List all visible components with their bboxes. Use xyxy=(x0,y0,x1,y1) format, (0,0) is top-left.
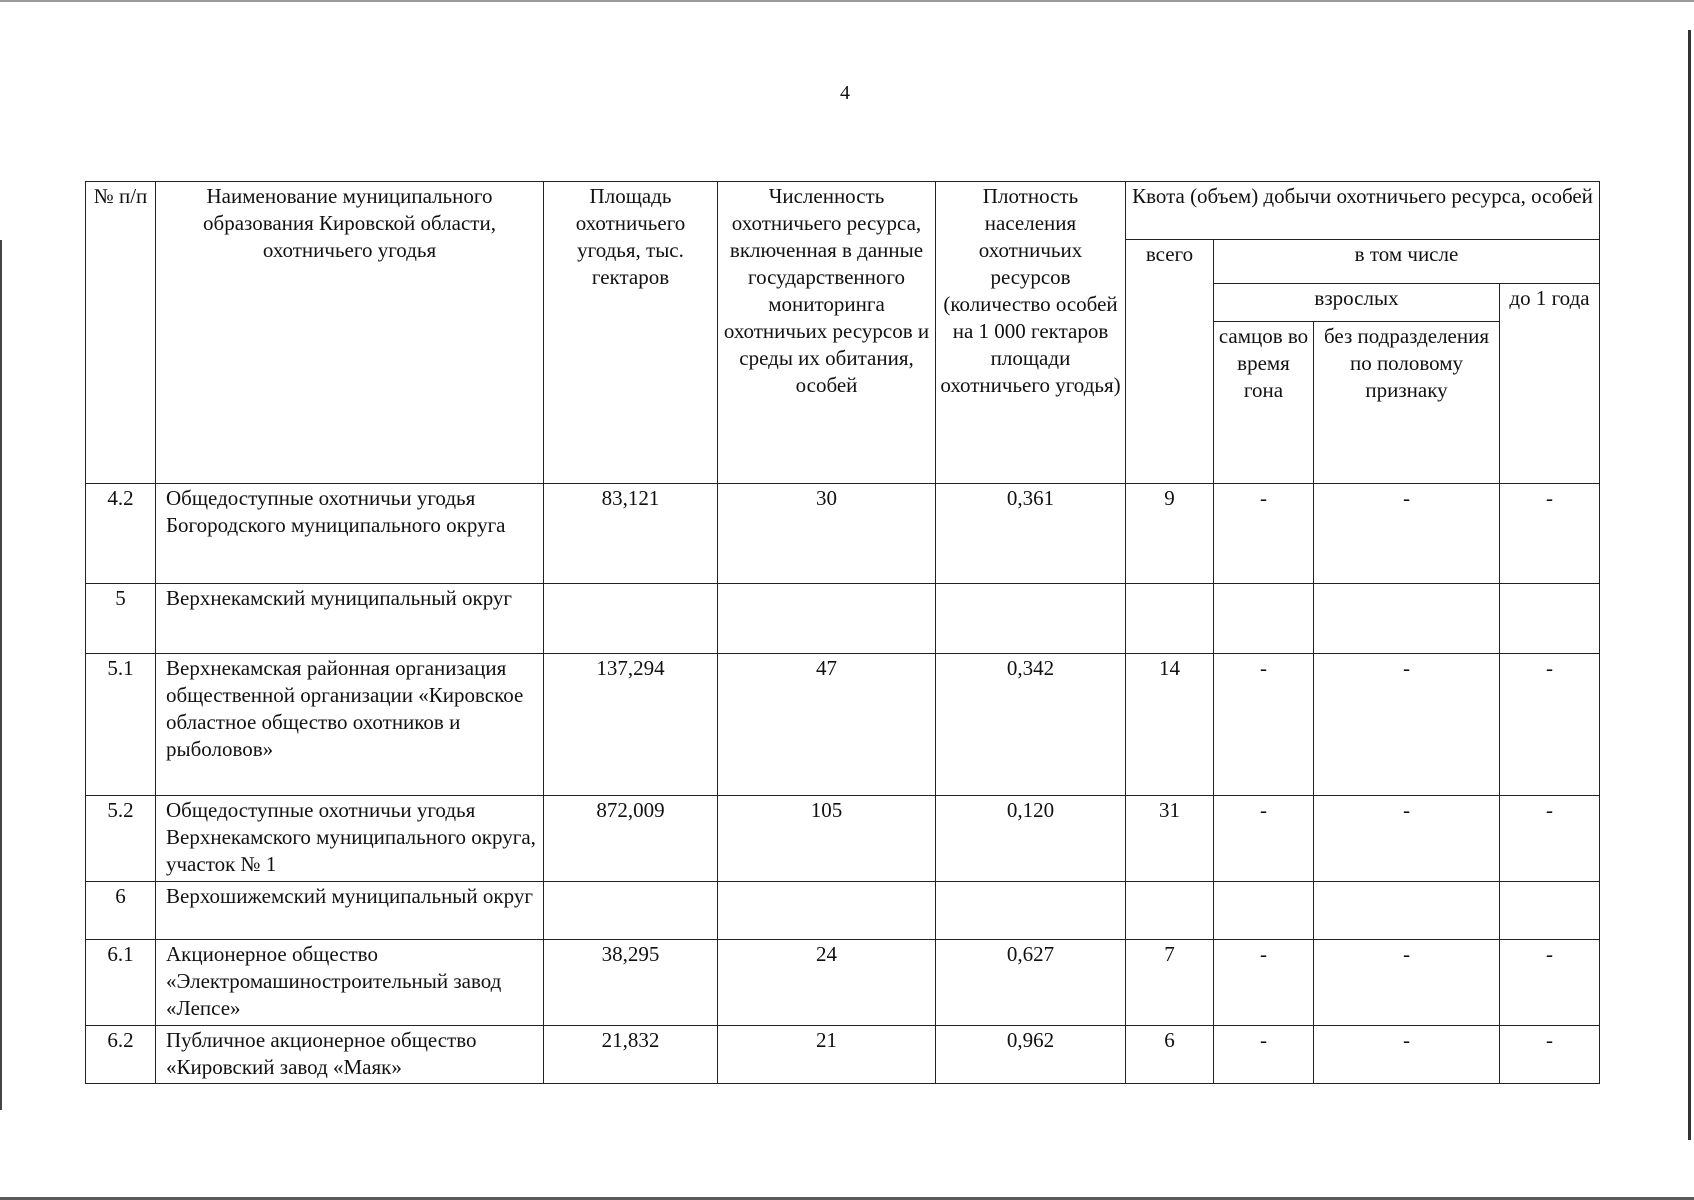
cell-num: 6.1 xyxy=(86,940,156,1026)
cell-count xyxy=(718,584,936,654)
cell-name: Верхнекамская районная организация общественной организации «Кировское областное общество охотников и рыболовов» xyxy=(156,654,544,796)
scan-right-edge xyxy=(1688,30,1691,1140)
table-row xyxy=(86,882,1600,940)
cell-total: 9 xyxy=(1126,484,1214,584)
header-adults: взрослых xyxy=(1214,284,1500,322)
cell-nosex: - xyxy=(1314,484,1500,584)
cell-name: Общедоступные охотничьи угодья Верхнекамского муниципального округа, участок № 1 xyxy=(156,796,544,882)
cell-area xyxy=(544,584,718,654)
cell-count: 24 xyxy=(718,940,936,1026)
header-total: всего xyxy=(1126,240,1214,484)
cell-nosex: - xyxy=(1314,654,1500,796)
header-including: в том числе xyxy=(1214,240,1600,284)
cell-name: Публичное акционерное общество «Кировский завод «Маяк» xyxy=(156,1026,544,1084)
table-row xyxy=(86,484,1600,584)
cell-total: 31 xyxy=(1126,796,1214,882)
cell-density xyxy=(936,584,1126,654)
cell-area: 872,009 xyxy=(544,796,718,882)
cell-under1: - xyxy=(1500,796,1600,882)
header-count: Численность охотничьего ресурса, включенная в данные государственного мониторинга охотничьих ресурсов и среды их обитания, особей xyxy=(718,182,936,484)
cell-num: 5.1 xyxy=(86,654,156,796)
cell-nosex xyxy=(1314,584,1500,654)
scan-top-edge xyxy=(0,0,1694,2)
cell-density: 0,962 xyxy=(936,1026,1126,1084)
cell-density: 0,627 xyxy=(936,940,1126,1026)
cell-density: 0,361 xyxy=(936,484,1126,584)
cell-density xyxy=(936,882,1126,940)
cell-males: - xyxy=(1214,654,1314,796)
quota-table xyxy=(85,181,1600,1084)
cell-density: 0,342 xyxy=(936,654,1126,796)
cell-count xyxy=(718,882,936,940)
cell-count: 105 xyxy=(718,796,936,882)
cell-total: 14 xyxy=(1126,654,1214,796)
cell-under1: - xyxy=(1500,484,1600,584)
cell-area: 21,832 xyxy=(544,1026,718,1084)
cell-nosex: - xyxy=(1314,796,1500,882)
cell-total: 6 xyxy=(1126,1026,1214,1084)
cell-num: 6 xyxy=(86,882,156,940)
cell-area: 137,294 xyxy=(544,654,718,796)
cell-under1 xyxy=(1500,882,1600,940)
cell-name: Общедоступные охотничьи угодья Богородского муниципального округа xyxy=(156,484,544,584)
cell-under1: - xyxy=(1500,1026,1600,1084)
table-row xyxy=(86,584,1600,654)
cell-count: 21 xyxy=(718,1026,936,1084)
cell-nosex: - xyxy=(1314,1026,1500,1084)
cell-area: 83,121 xyxy=(544,484,718,584)
cell-nosex: - xyxy=(1314,940,1500,1026)
table-header xyxy=(86,182,1600,484)
cell-males: - xyxy=(1214,940,1314,1026)
cell-total xyxy=(1126,882,1214,940)
cell-under1: - xyxy=(1500,654,1600,796)
scan-left-edge xyxy=(0,240,2,1110)
cell-males xyxy=(1214,584,1314,654)
cell-name: Верхошижемский муниципальный округ xyxy=(156,882,544,940)
header-males: самцов во время гона xyxy=(1214,322,1314,484)
cell-num: 5 xyxy=(86,584,156,654)
cell-num: 4.2 xyxy=(86,484,156,584)
table-body xyxy=(86,484,1600,1084)
cell-nosex xyxy=(1314,882,1500,940)
table-row xyxy=(86,940,1600,1026)
cell-density: 0,120 xyxy=(936,796,1126,882)
header-num: № п/п xyxy=(86,182,156,484)
header-nosex: без подразделения по половому признаку xyxy=(1314,322,1500,484)
cell-area: 38,295 xyxy=(544,940,718,1026)
table-row xyxy=(86,796,1600,882)
cell-area xyxy=(544,882,718,940)
cell-males: - xyxy=(1214,1026,1314,1084)
cell-name: Акционерное общество «Электромашиностроительный завод «Лепсе» xyxy=(156,940,544,1026)
cell-name: Верхнекамский муниципальный округ xyxy=(156,584,544,654)
page-number: 4 xyxy=(840,82,850,104)
cell-count: 47 xyxy=(718,654,936,796)
header-quota: Квота (объем) добычи охотничьего ресурса, особей xyxy=(1126,182,1600,240)
table-row xyxy=(86,654,1600,796)
cell-under1 xyxy=(1500,584,1600,654)
header-under1: до 1 года xyxy=(1500,284,1600,484)
cell-total xyxy=(1126,584,1214,654)
cell-count: 30 xyxy=(718,484,936,584)
cell-num: 6.2 xyxy=(86,1026,156,1084)
cell-males: - xyxy=(1214,796,1314,882)
cell-males xyxy=(1214,882,1314,940)
cell-total: 7 xyxy=(1126,940,1214,1026)
header-density: Плотность населения охотничьих ресурсов (количество особей на 1 000 гектаров площади охотничьего угодья) xyxy=(936,182,1126,484)
table-row xyxy=(86,1026,1600,1084)
cell-under1: - xyxy=(1500,940,1600,1026)
cell-males: - xyxy=(1214,484,1314,584)
cell-num: 5.2 xyxy=(86,796,156,882)
header-area: Площадь охотничьего угодья, тыс. гектаров xyxy=(544,182,718,484)
header-name: Наименование муниципального образования Кировской области, охотничьего угодья xyxy=(156,182,544,484)
